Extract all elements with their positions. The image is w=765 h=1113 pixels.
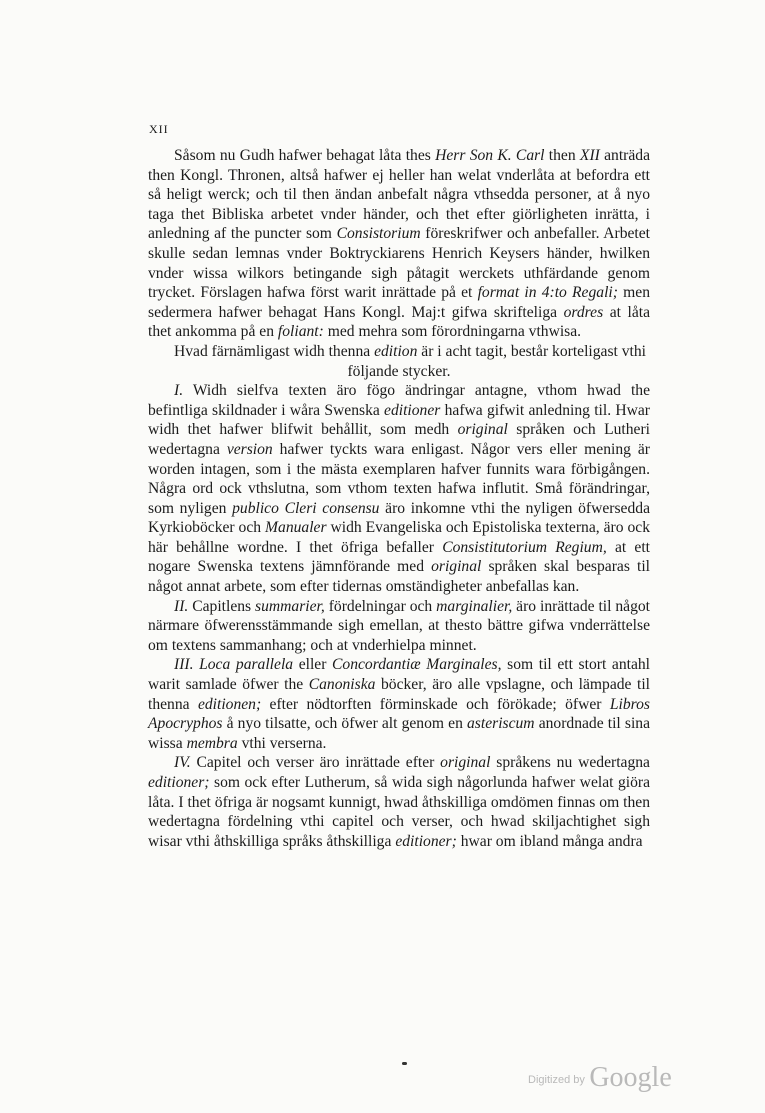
text-run: är i acht tagit, består korteligast vthi: [417, 342, 647, 360]
text-run: Hvad färnämligast widh thenna: [174, 342, 375, 360]
text-run: Widh sielfva texten äro fögo ändringar antagne, vthom hwad the befintliga skildnader i wåra Swenska: [148, 382, 650, 419]
text-run: språken och Lutheri wedertagna: [148, 421, 651, 458]
text-run: äro inrättade til något närmare öfwerensstämmande sigh emellan, at thesto bättre gifwa vnderrättelse om textens sammanhang; och at vnderhielpa minnet.: [148, 597, 651, 654]
text-run: at ett nogare Swenska textens jämnförande med: [148, 538, 650, 576]
text-run: Såsom nu Gudh hafwer behagat låta thes: [174, 147, 436, 164]
section-paragraph: [148, 753, 650, 851]
italic-text-run: XII: [579, 147, 600, 164]
italic-text-run: I.: [174, 382, 184, 400]
text-run: äro inkomne vthi the nyligen öfwersedda Kyrkioböcker och: [148, 499, 650, 537]
body-text: [148, 146, 650, 851]
text-run: anordnade til sina wissa: [148, 715, 650, 752]
text-run: hwar om ibland många andra: [456, 832, 643, 850]
text-run: Capitlens: [188, 597, 256, 615]
paragraph: [148, 146, 650, 342]
italic-text-run: original: [431, 558, 482, 576]
italic-text-run: format in 4:to Regali;: [477, 284, 618, 302]
italic-text-run: marginalier,: [436, 597, 513, 615]
italic-text-run: Libros Apocryphos: [148, 695, 650, 733]
text-run: fördelningar och: [324, 597, 437, 615]
text-run: föreskrifwer och anbefaller. Arbetet skulle sedan lemnas vnder Boktryckiarens Henrich Keysers händer, hwilken vnder wissa wilkors betingande sigh påtagit werckets uthfärdande genom trycket. Förslagen hafwa först warit inrättade på et: [148, 225, 651, 302]
italic-text-run: Canoniska: [308, 676, 376, 694]
italic-text-run: summarier,: [255, 597, 325, 615]
italic-text-run: version: [226, 440, 273, 458]
google-logo: Google: [589, 1062, 672, 1093]
italic-text-run: editioner;: [395, 832, 457, 850]
text-run: widh Evangeliska och Epistoliska texterna, äro ock här behållne wordne. I thet öfriga befaller: [148, 519, 651, 556]
italic-text-run: editioner;: [148, 774, 210, 791]
text-run: anträda then Kongl. Thronen, altså hafwer ej heller han welat vnderlåta at befordra ett så heligt werck; och til then ändan anbefalt några vthsedda personer, at å nyo taga thet Bibliska arbetet vnder händer, och thet efter giörligheten inrätta, i anledning af the puncter som: [148, 147, 650, 243]
text-run: hafwer tyckts wara enligast. Någor vers eller mening är worden intagen, som i the mästa exemplaren hafver funnits wara förbigången. Några ord ock vthslutna, som vthom texten hafwa influtit. Små förändringar, som nyligen: [148, 440, 650, 517]
italic-text-run: asteriscum: [467, 715, 535, 733]
text-run: efter nödtorften förminskade och förökade; öfwer: [261, 695, 610, 713]
text-run: å nyo tilsatte, och öfwer alt genom en: [222, 715, 467, 733]
text-run: eller: [293, 656, 333, 674]
text-run: men sedermera hafwer behagat Hans Kongl. Maj:t gifwa skrifteliga: [148, 284, 650, 321]
text-run: som ock efter Lutherum, så wida sigh någorlunda hafwer welat giöra låta. I thet öfriga är nogsamt kunnigt, hwad åthskilliga omdömen finnas om then wedertagna fördelning vthi capitel och verser, och hwad skiljachtighet sigh wisar vthi åthskilliga språks åthskilliga: [148, 774, 650, 850]
text-run: språken skal besparas til något annat arbete, som efter tidernas omständigheter anbefallas kan.: [148, 558, 650, 596]
section-paragraph: [148, 655, 650, 753]
text-run: med mehra som förordningarna vthwisa.: [323, 323, 582, 341]
italic-text-run: publico Cleri consensu: [232, 499, 380, 517]
text-run: språkens nu wedertagna: [490, 754, 650, 772]
italic-text-run: edition: [374, 342, 418, 360]
page-number: XII: [149, 122, 169, 136]
text-run: böcker, äro alle vpslagne, och lämpade til thenna: [148, 676, 650, 713]
section-paragraph: [148, 381, 650, 597]
italic-text-run: III. Loca parallela: [174, 656, 294, 674]
text-run: at låta thet ankomma på en: [148, 303, 650, 341]
italic-text-run: editionen;: [197, 695, 262, 713]
watermark-prefix: Digitized by: [528, 1074, 585, 1086]
text-run: vthi verserna.: [237, 734, 327, 752]
italic-text-run: Manualer: [265, 519, 327, 537]
paragraph: [148, 342, 650, 362]
section-heading: följande stycker.: [347, 362, 451, 380]
italic-text-run: original: [440, 754, 491, 772]
italic-text-run: membra: [186, 734, 238, 752]
text-run: then: [544, 147, 580, 164]
italic-text-run: foliant:: [277, 323, 324, 341]
ink-dot: [402, 1062, 407, 1065]
text-run: som til ett stort antahl warit samlade öfwer the: [148, 656, 650, 694]
italic-text-run: II.: [174, 597, 189, 615]
italic-text-run: editioner: [384, 401, 441, 419]
text-run: Capitel och verser äro inrättade efter: [190, 754, 441, 772]
italic-text-run: original: [457, 421, 508, 439]
digitized-watermark: [528, 1062, 672, 1094]
italic-text-run: Herr Son K. Carl: [435, 147, 545, 164]
italic-text-run: Consistitutorium Regium,: [442, 538, 607, 556]
section-paragraph: [148, 597, 650, 656]
italic-text-run: Concordantiæ Marginales,: [332, 656, 502, 674]
italic-text-run: IV.: [174, 754, 191, 772]
italic-text-run: ordres: [563, 303, 604, 321]
italic-text-run: Consistorium: [336, 225, 421, 243]
text-run: hafwa gifwit anledning til. Hwar widh thet hafwer blifwit behållit, som medh: [148, 401, 650, 439]
